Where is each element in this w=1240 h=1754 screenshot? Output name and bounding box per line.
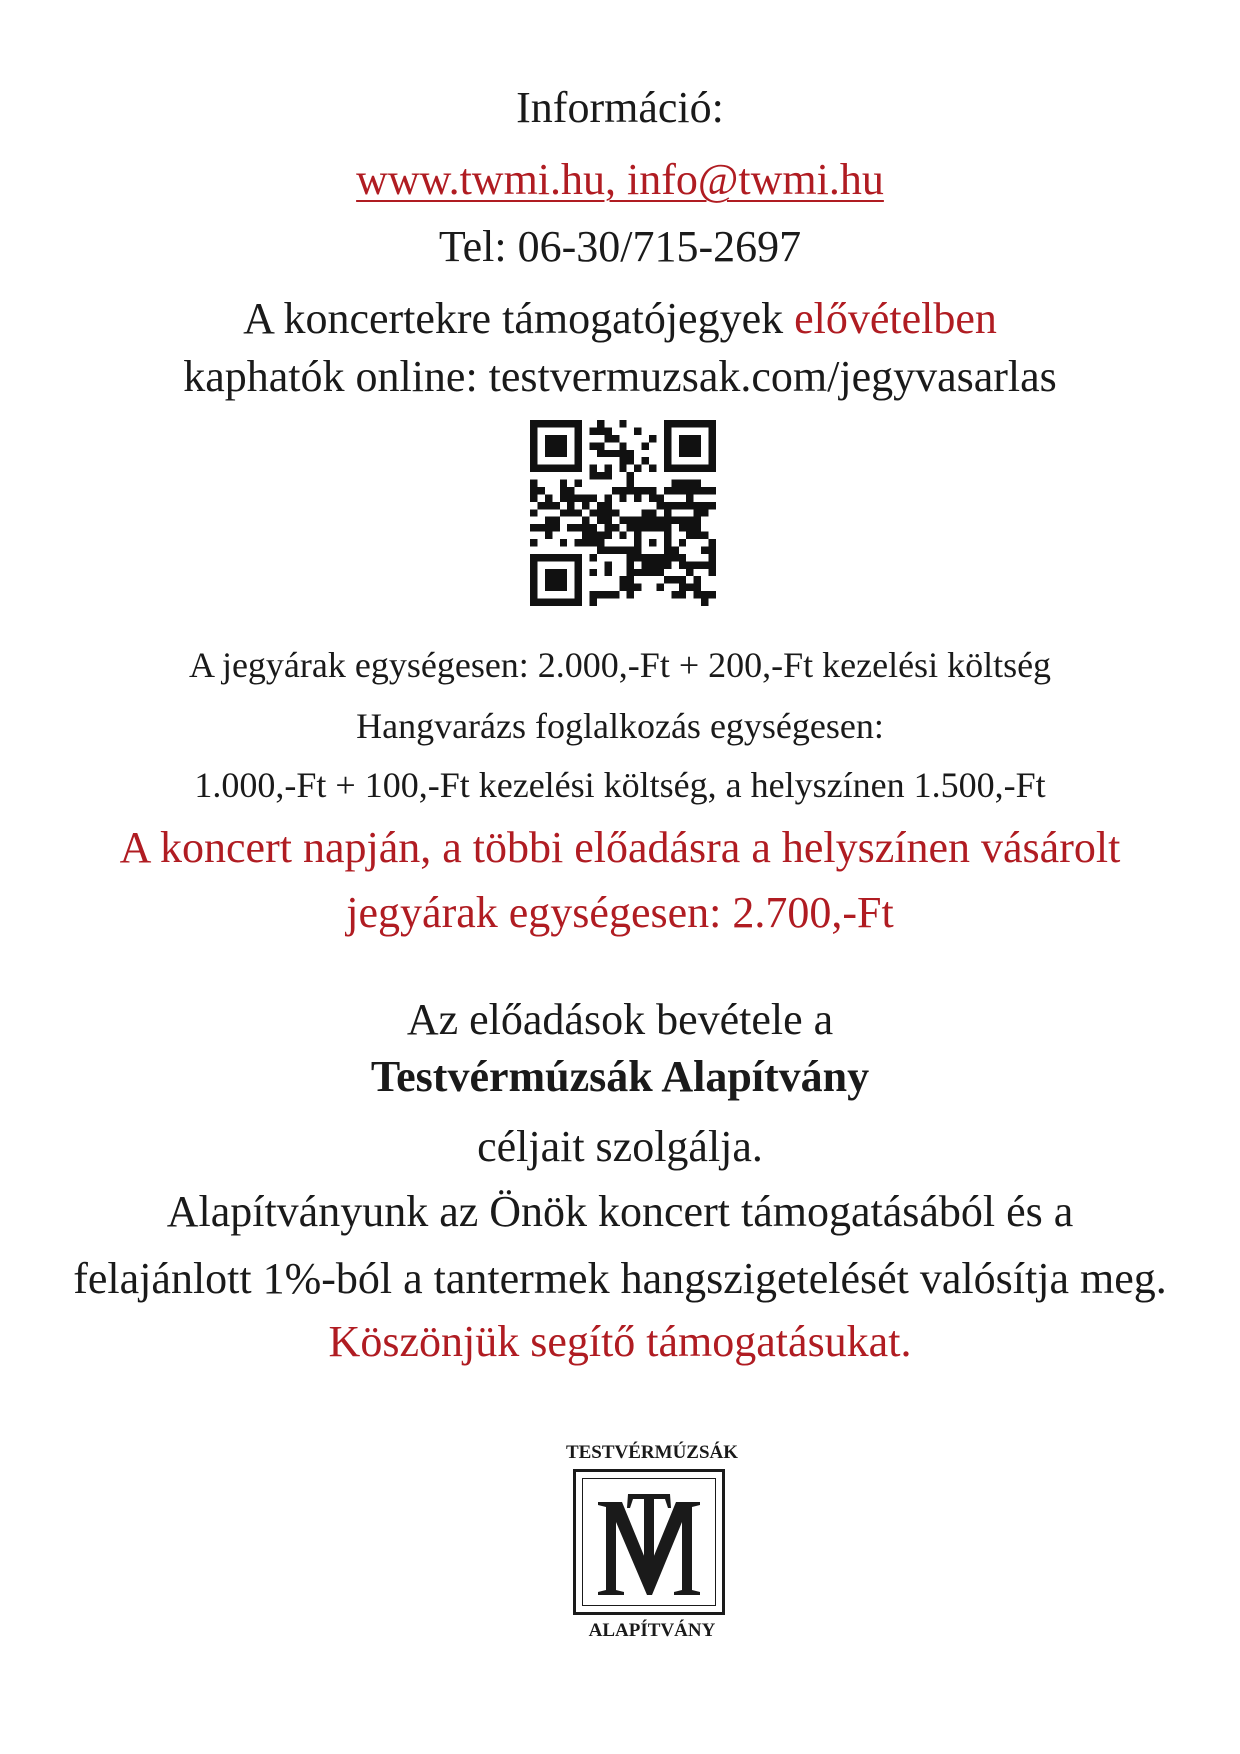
foundation-line-4: Alapítványunk az Önök koncert támogatásából és a bbox=[166, 1187, 1074, 1236]
presale-text bbox=[0, 294, 1240, 343]
price-line-2: Hangvarázs foglalkozás egységesen: bbox=[356, 706, 884, 746]
qr-code-icon[interactable] bbox=[530, 420, 716, 606]
presale-prefix: A koncertekre támogatójegyek bbox=[243, 294, 795, 343]
onsite-price-line-2: jegyárak egységesen: 2.700,-Ft bbox=[346, 888, 894, 937]
monogram-icon bbox=[576, 1472, 722, 1612]
contact-links[interactable]: www.twmi.hu, info@twmi.hu bbox=[356, 155, 884, 204]
foundation-line-1: Az előadások bevétele a bbox=[406, 995, 834, 1044]
thanks-text: Köszönjük segítő támogatásukat. bbox=[328, 1317, 912, 1366]
price-line-1: A jegyárak egységesen: 2.000,-Ft + 200,-Ft kezelési költség bbox=[188, 645, 1052, 685]
onsite-price-line-1: A koncert napján, a többi előadásra a helyszínen vásárolt bbox=[119, 823, 1121, 872]
contact-links-row bbox=[0, 155, 1240, 204]
logo-frame bbox=[573, 1469, 725, 1615]
presale-highlight: elővételben bbox=[794, 294, 997, 343]
logo-bottom-text: ALAPÍTVÁNY bbox=[588, 1620, 716, 1641]
online-purchase-text: kaphatók online: testvermuzsak.com/jegyvasarlas bbox=[183, 352, 1057, 401]
info-heading: Információ: bbox=[516, 83, 724, 132]
foundation-line-3: céljait szolgálja. bbox=[477, 1122, 763, 1171]
foundation-name: Testvérmúzsák Alapítvány bbox=[370, 1052, 870, 1101]
foundation-logo bbox=[565, 1443, 739, 1643]
price-line-3: 1.000,-Ft + 100,-Ft kezelési költség, a helyszínen 1.500,-Ft bbox=[194, 765, 1046, 805]
foundation-line-5: felajánlott 1%-ból a tantermek hangszigetelését valósítja meg. bbox=[73, 1254, 1167, 1303]
phone-number: Tel: 06-30/715-2697 bbox=[438, 222, 802, 271]
logo-top-text: TESTVÉRMÚZSÁK bbox=[565, 1442, 739, 1463]
